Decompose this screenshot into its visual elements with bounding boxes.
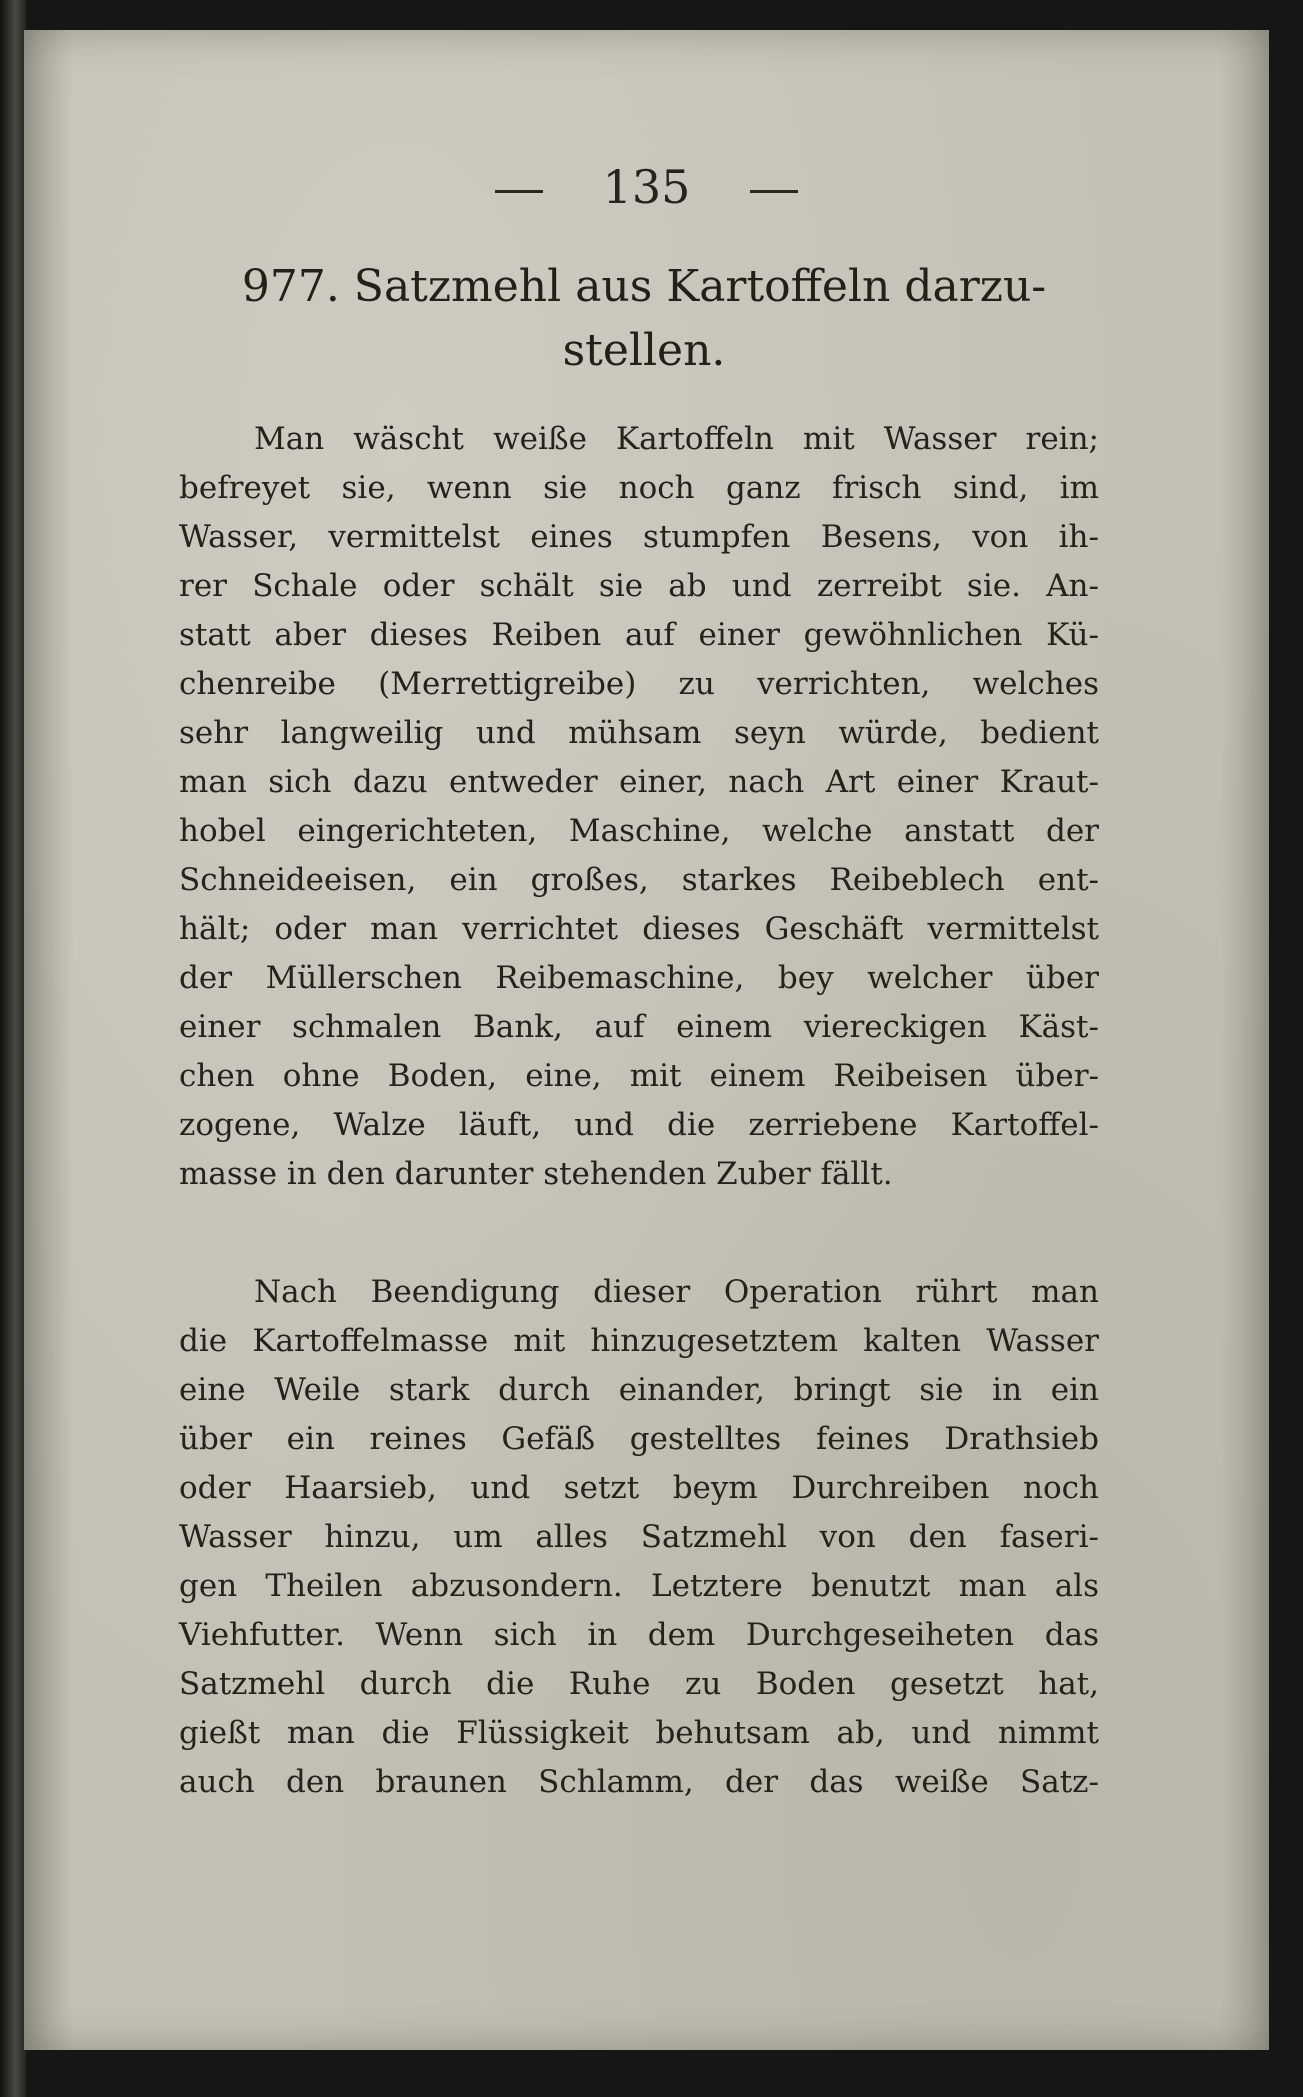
text-line: zogene, Walze läuft, und die zerriebene Kartoffel- [179,1107,1099,1143]
text-line: die Kartoffelmasse mit hinzugesetztem kalten Wasser [179,1323,1099,1359]
text-line: Wasser hinzu, um alles Satzmehl von den faseri- [179,1519,1099,1555]
text-line: chenreibe (Merrettigreibe) zu verrichten, welches [179,666,1099,702]
text-line: über ein reines Gefäß gestelltes feines Drathsieb [179,1421,1099,1457]
text-line: Satzmehl durch die Ruhe zu Boden gesetzt hat, [179,1666,1099,1702]
text-line: statt aber dieses Reiben auf einer gewöhnlichen Kü- [179,617,1099,653]
page-sheet [24,30,1269,2050]
text-line: Man wäscht weiße Kartoffeln mit Wasser rein; [254,421,1099,457]
text-line: Viehfutter. Wenn sich in dem Durchgeseiheten das [179,1617,1099,1653]
text-line: eine Weile stark durch einander, bringt sie in ein [179,1372,1099,1408]
text-line: oder Haarsieb, und setzt beym Durchreiben noch [179,1470,1099,1506]
heading-line-2: stellen. [562,325,726,376]
paragraph-1 [179,415,1099,1199]
header-dash-right [750,190,798,193]
paragraph-2 [179,1268,1099,1807]
section-heading [234,255,1054,383]
text-line: masse in den darunter stehenden Zuber fällt. [179,1156,893,1192]
heading-line-1: 977. Satzmehl aus Kartoffeln darzu- [241,261,1047,312]
text-line: gen Theilen abzusondern. Letztere benutzt man als [179,1568,1099,1604]
text-line: einer schmalen Bank, auf einem viereckigen Käst- [179,1009,1099,1045]
page-header [24,160,1269,214]
text-line: hobel eingerichteten, Maschine, welche anstatt der [179,813,1099,849]
text-line: hält; oder man verrichtet dieses Geschäft vermittelst [179,911,1099,947]
text-line: man sich dazu entweder einer, nach Art einer Kraut- [179,764,1099,800]
text-line: Wasser, vermittelst eines stumpfen Besens, von ih- [179,519,1099,555]
text-line: sehr langweilig und mühsam seyn würde, bedient [179,715,1099,751]
text-line: befreyet sie, wenn sie noch ganz frisch sind, im [179,470,1099,506]
book-spine-edge [0,0,26,2097]
page-number: 135 [602,160,691,214]
header-dash-left [495,190,543,193]
text-line: auch den braunen Schlamm, der das weiße Satz- [179,1764,1099,1800]
text-line: Nach Beendigung dieser Operation rührt man [254,1274,1099,1310]
text-line: der Müllerschen Reibemaschine, bey welcher über [179,960,1099,996]
text-line: Schneideeisen, ein großes, starkes Reibeblech ent- [179,862,1099,898]
text-line: chen ohne Boden, eine, mit einem Reibeisen über- [179,1058,1099,1094]
text-line: gießt man die Flüssigkeit behutsam ab, und nimmt [179,1715,1099,1751]
text-line: rer Schale oder schält sie ab und zerreibt sie. An- [179,568,1099,604]
